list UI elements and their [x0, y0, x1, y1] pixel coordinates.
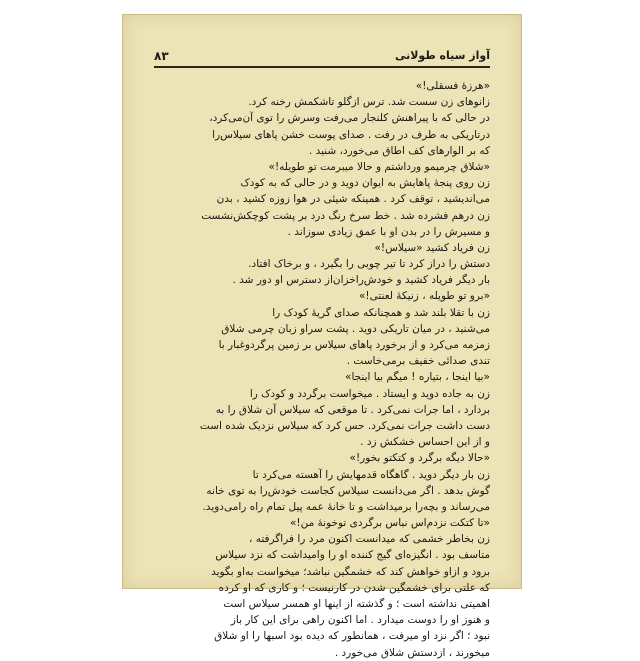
text-line: می‌شنید ، در میان تاریکی دوید . پشت سراو زبان چرمی شلاق — [221, 322, 490, 335]
page-number: ۸۳ — [154, 49, 169, 63]
text-line: زن روی پنجهٔ پاهایش به ایوان دوید و در حالی که به کودک — [240, 177, 490, 190]
text-line: در حالی که با پیراهنش کلنجار می‌رفت وسرش را توی آن‌می‌کرد، — [209, 112, 490, 125]
text-line: «برو تو طویله ، زنیکهٔ لعنتی!» — [358, 290, 490, 303]
text-line: دست داشت جرات نمی‌کرد. حس کرد که سیلاس نزدیک شده است — [199, 419, 490, 432]
text-line: که علتی برای خشمگین شدن در کارنیست ؛ و کاری که او کرده — [218, 581, 490, 594]
page-header — [154, 42, 490, 68]
text-line: اهمیتی نداشته است ؛ و گذشته از اینها او همسر سیلاس است — [223, 598, 490, 610]
text-line: و از این احساس خشکش زد . — [360, 436, 490, 449]
scanned-book-page — [122, 14, 522, 659]
text-line: و هنوز او را دوست میدارد . اما اکنون راهی برای این کار باز — [230, 614, 490, 627]
text-line: «بیا اینجا ، بتیاره ! میگم بیا اینجا» — [345, 371, 490, 384]
running-title: آواز سیاه طولانی — [394, 49, 490, 62]
text-line: میخورند ، ازدستش شلاق می‌خورد . — [334, 646, 490, 659]
text-line: «هرزهٔ فسقلی!» — [415, 80, 490, 92]
text-line: «شلاق چرمیمو ورداشتم و حالا میبرمت تو طویله!» — [268, 160, 490, 173]
text-line: تندی صدائی خفیف برمی‌خاست . — [346, 355, 490, 368]
text-line: زن درهم فشرده شد . خط سرخ رنگ درد بر پشت کوچکش‌نشست — [201, 209, 490, 222]
text-line: زن فریاد کشید «سیلاس!» — [374, 241, 490, 254]
text-line: درتاریکی به طرف در رفت . صدای پوست خشن پاهای سیلاس‌را — [212, 128, 490, 141]
text-line: که بر الوارهای کف اطاق می‌خورد، شنید . — [308, 144, 490, 157]
text-line: «حالا دیگه برگرد و کتکتو بخور!» — [349, 452, 490, 465]
text-line: و مسیرش را در بدن او با عمق زیادی سوزاند . — [287, 225, 490, 238]
text-line: متاسف بود . انگیزه‌ای گیج کننده او را وامیداشت که نزد سیلاس — [215, 549, 490, 562]
text-line: زن با تقلا بلند شد و همچنانکه صدای گریهٔ کودک را — [272, 306, 490, 319]
text-line: بار دیگر فریاد کشید و خودش‌راخزان‌از دسترس او دور شد . — [232, 274, 490, 287]
text-line: می‌اندیشید ، توقف کرد . همینکه شیئی در هوا زوزه کشید ، بدن — [216, 193, 490, 206]
body-text — [154, 78, 490, 659]
text-line: گوش بدهد . اگر می‌دانست سیلاس کجاست خودش‌را به توی خانه — [206, 484, 490, 497]
text-line: «تا کتکت نزدم‌اس نباس برگردی توخونهٔ من!» — [289, 517, 490, 530]
text-line: زن بخاطر خشمی که میدانست اکنون مرد را فراگرفته ، — [248, 533, 490, 546]
text-line: زن بار دیگر دوید . گاهگاه قدمهایش را آهسته می‌کرد تا — [252, 468, 490, 481]
text-line: زمزمه می‌کرد و از برخورد پاهای سیلاس بر زمین پرگردوغبار با — [218, 339, 490, 351]
text-line: زانوهای زن سست شد. ترس ازگلو تاشکمش رخنه کرد. — [248, 96, 490, 109]
text-line: می‌رساند و بچه‌را برمیداشت و تا خانهٔ عمه پیل تمام راه رامی‌دوید. — [202, 500, 490, 513]
text-line: بردارد ، اما جرات نمی‌کرد . تا موقعی که سیلاس آن شلاق را به — [215, 403, 490, 416]
text-line: دستش را دراز کرد تا تیر چوبی را بگیرد ، و برخاک افتاد. — [248, 258, 490, 271]
text-line: برود و ازاو خواهش کند که خشمگین نباشد؛ میخواست به‌او بگوید — [211, 565, 490, 578]
text-line: نبود ؛ اگر نزد او میرفت ، همانطور که دیده بود اسبها را او شلاق — [214, 630, 490, 643]
text-line: زن به جاده دوید و ایستاد . میخواست برگردد و کودک را — [249, 387, 490, 400]
